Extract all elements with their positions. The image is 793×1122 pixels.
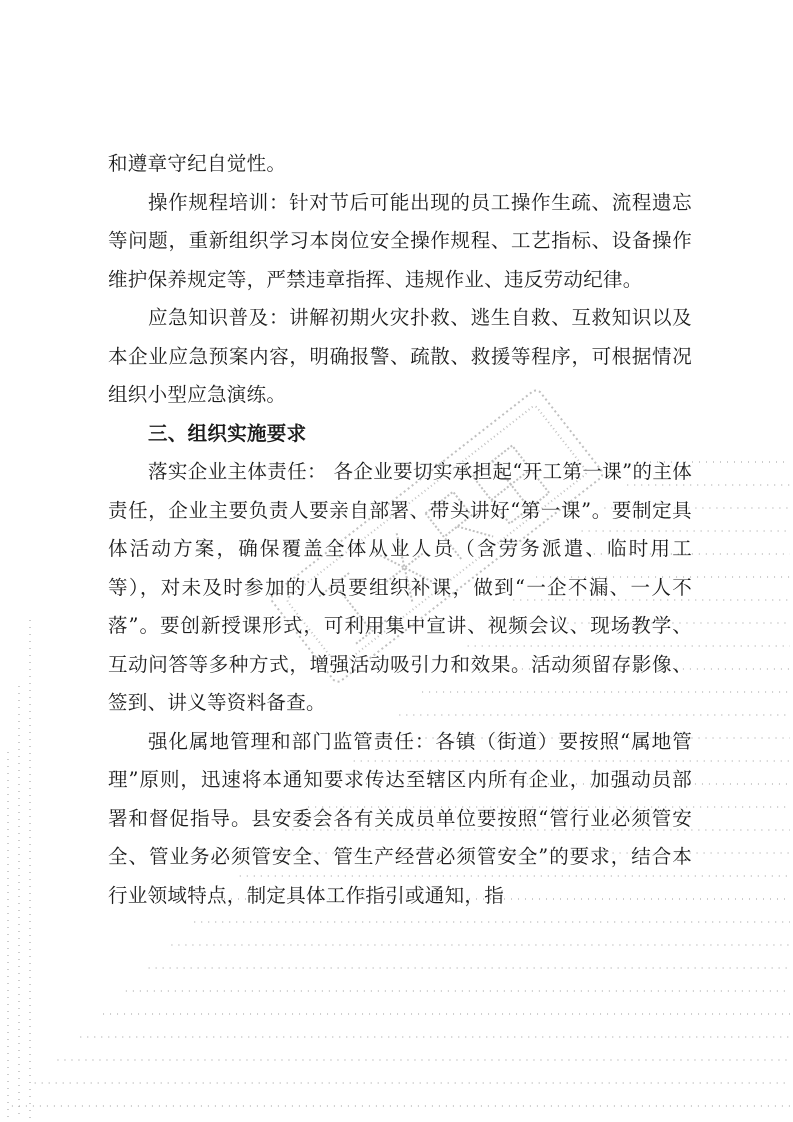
paragraph-lead: 应急知识普及： xyxy=(148,306,290,329)
paragraph-territorial-management xyxy=(108,723,692,916)
paragraph-text: 针对节后可能出现的员工操作生疏、流程遗忘等问题，重新组织学习本岗位安全操作规程、工艺指标、设备操作维护保养规定等，严禁违章指挥、违规作业、违反劳动纪律。 xyxy=(108,190,692,291)
paragraph-lead: 强化属地管理和部门监管责任： xyxy=(148,729,436,753)
paragraph-emergency-knowledge xyxy=(108,299,692,415)
paragraph-enterprise-responsibility xyxy=(108,453,692,723)
document-body xyxy=(108,145,692,915)
paragraph-lead: 操作规程培训： xyxy=(148,190,290,214)
paragraph-text: 各企业要切实承担起“开工第一课”的主体责任，企业主要负责人要亲自部署、带头讲好“第一课”。要制定具体活动方案，确保覆盖全体从业人员（含劳务派遣、临时用工等），对未及时参加的人员要组织补课，做到“一企不漏、一人不落”。要创新授课形式，可利用集中宣讲、视频会议、现场教学、互动问答等多种方式，增强活动吸引力和效果。活动须留存影像、签到、讲义等资料备查。 xyxy=(108,460,693,714)
paragraph-text: 和遵章守纪自觉性。 xyxy=(108,152,287,175)
paragraph-text: 各镇（街道）要按照“属地管理”原则，迅速将本通知要求传达至辖区内所有企业，加强动员部署和督促指导。县安委会各有关成员单位要按照“管行业必须管安全、管业务必须管安全、管生产经营必须管安全”的要求，结合本行业领域特点，制定具体工作指引或通知，指 xyxy=(108,729,692,907)
section-heading: 三、组织实施要求 xyxy=(148,421,307,445)
paragraph-lead: 落实企业主体责任： xyxy=(148,460,327,483)
paragraph-operation-training xyxy=(108,184,692,300)
paragraph-continuation xyxy=(108,145,692,184)
paragraph-text: 讲解初期火灾扑救、逃生自救、互救知识以及本企业应急预案内容，明确报警、疏散、救援等程序，可根据情况组织小型应急演练。 xyxy=(108,306,692,406)
